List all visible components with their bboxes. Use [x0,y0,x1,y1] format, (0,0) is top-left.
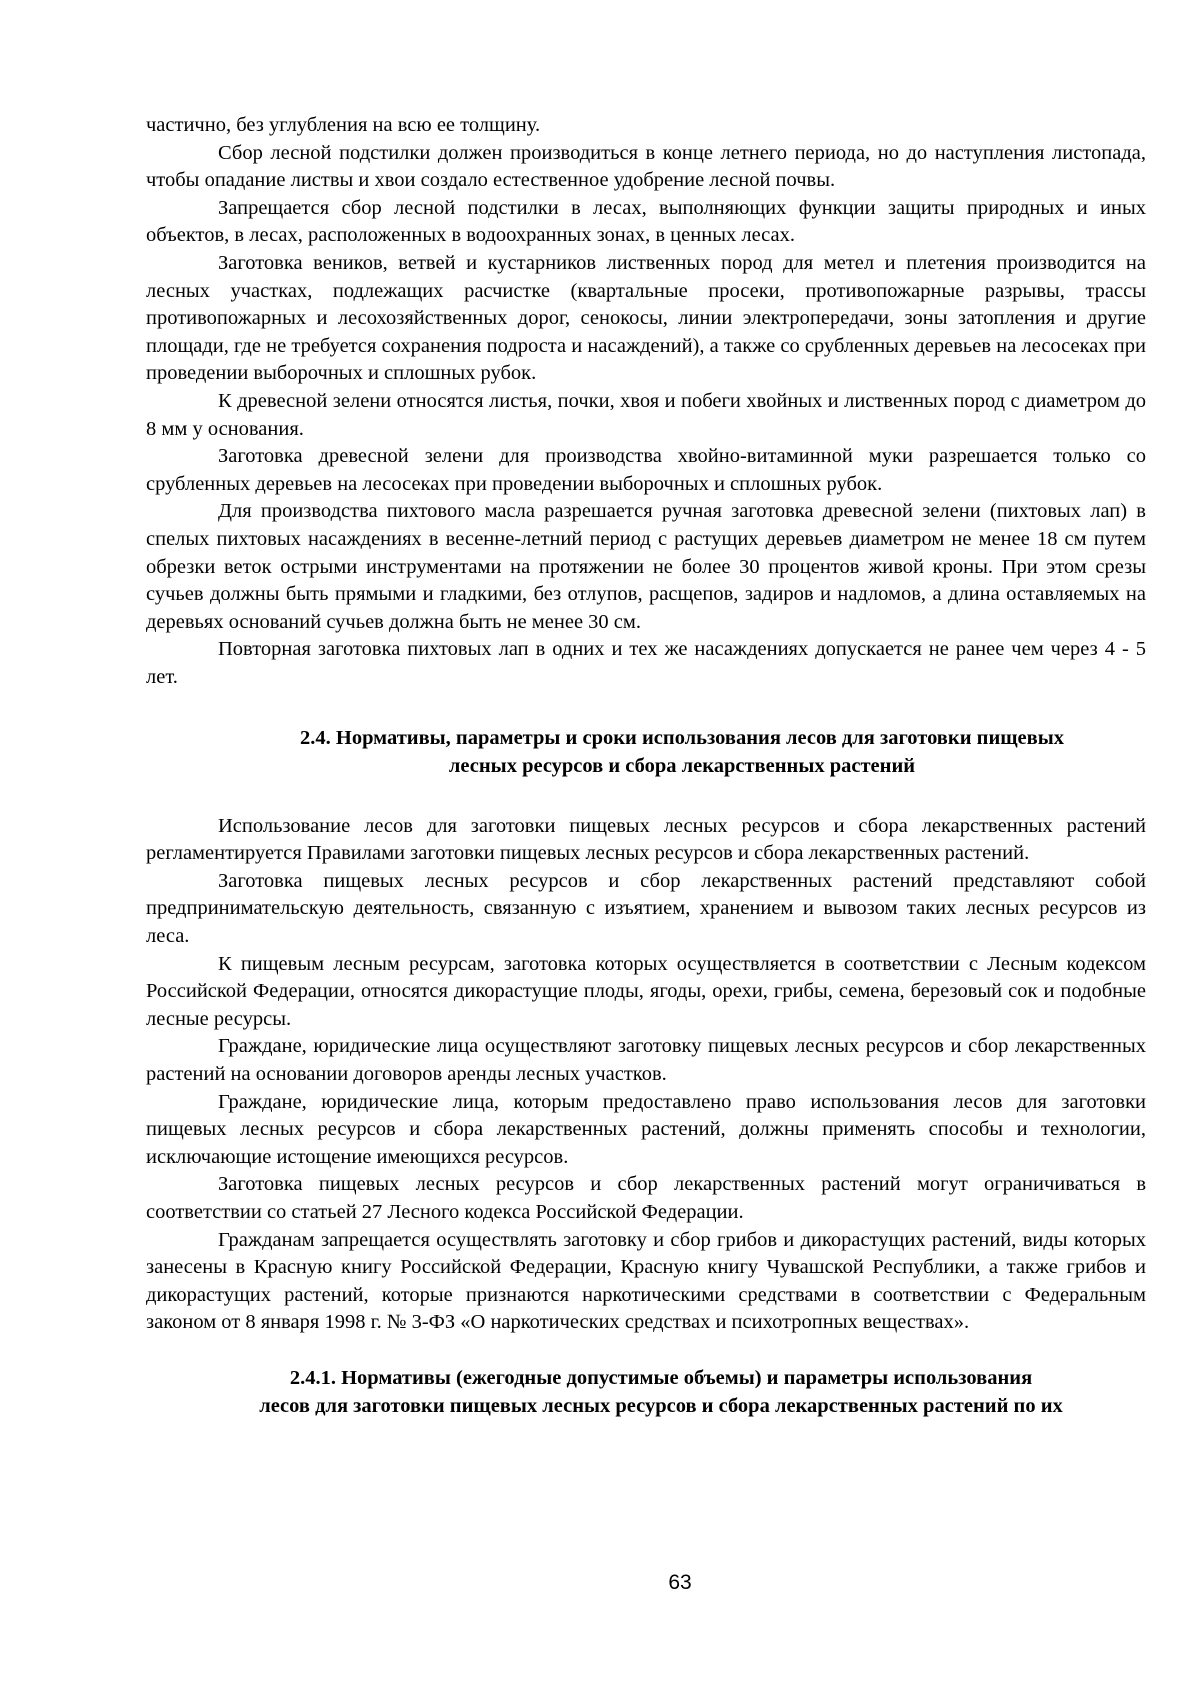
paragraph-litter-collection-timing: Сбор лесной подстилки должен производиться в конце летнего периода, но до наступления листопада, чтобы опадание листвы и хвои создало естественное удобрение лесной почвы. [146,141,1146,192]
paragraph-repeat-harvest: Повторная заготовка пихтовых лап в одних и тех же насаждениях допускается не ранее чем через 4 - 5 лет. [146,638,1146,688]
paragraph-food-resources-rules: Использование лесов для заготовки пищевых лесных ресурсов и сбора лекарственных растений регламентируется Правилами заготовки пищевых лесных ресурсов и сбора лекарственных растений. [146,814,1146,865]
paragraph-litter-collection-prohibition: Запрещается сбор лесной подстилки в лесах, выполняющих функции защиты природных и иных объектов, в лесах, расположенных в водоохранных зонах, в ценных лесах. [146,196,1146,247]
paragraph-sustainable-methods: Граждане, юридические лица, которым предоставлено право использования лесов для заготовки пищевых лесных ресурсов и сбора лекарственных растений, должны применять способы и технологии, исключающие истощение имеющихся ресурсов. [146,1090,1146,1168]
section-heading-2-4-1-line1: 2.4.1. Нормативы (ежегодные допустимые объемы) и параметры использования [289,1366,1033,1389]
section-heading-2-4-line2: лесных ресурсов и сбора лекарственных растений [448,755,916,778]
paragraph-red-book-prohibition: Гражданам запрещается осуществлять заготовку и сбор грибов и дикорастущих растений, виды которых занесены в Красную книгу Российской Федерации, Красную книгу Чувашской Республики, а также грибов и дикорастущих растений, которые признаются наркотическими средствами в соответствии с Федеральным законом от 8 января 1998 г. № 3-ФЗ «О наркотических средствах и психотропных веществах». [146,1228,1146,1334]
section-heading-2-4-1-line2: лесов для заготовки пищевых лесных ресурсов и сбора лекарственных растений по их [259,1394,1063,1417]
paragraph-fir-oil: Для производства пихтового масла разрешается ручная заготовка древесной зелени (пихтовых лап) в спелых пихтовых насаждениях в весенне-летний период с растущих деревьев диаметром не менее 18 см путем обрезки веток острыми инструментами на протяжении не более 30 процентов живой кроны. При этом срезы сучьев должны быть прямыми и гладкими, без отлупов, расщепов, задиров и надломов, а длина оставляемых на деревьях оснований сучьев должна быть не менее 30 см. [146,500,1146,633]
paragraph-lease-agreements: Граждане, юридические лица осуществляют заготовку пищевых лесных ресурсов и сбор лекарственных растений на основании договоров аренды лесных участков. [146,1035,1146,1085]
document-page [146,112,1146,1420]
section-heading-2-4-line1: 2.4. Нормативы, параметры и сроки использования лесов для заготовки пищевых [300,727,1064,750]
paragraph-continuation: частично, без углубления на всю ее толщину. [146,114,541,136]
paragraph-entrepreneurial-activity: Заготовка пищевых лесных ресурсов и сбор лекарственных растений представляют собой предпринимательскую деятельность, связанную с изъятием, хранением и вывозом таких лесных ресурсов из леса. [146,869,1146,948]
section-heading-2-4-1 [146,1365,1146,1420]
paragraph-article-27-restrictions: Заготовка пищевых лесных ресурсов и сбор лекарственных растений могут ограничиваться в соответствии со статьей 27 Лесного кодекса Российской Федерации. [146,1173,1146,1223]
page-number: 63 [668,1571,692,1594]
section-heading-2-4 [146,725,1146,780]
paragraph-wood-greens-definition: К древесной зелени относятся листья, почки, хвоя и побеги хвойных и лиственных пород с диаметром до 8 мм у основания. [146,389,1146,440]
paragraph-food-resources-definition: К пищевым лесным ресурсам, заготовка которых осуществляется в соответствии с Лесным кодексом Российской Федерации, относятся дикорастущие плоды, ягоды, орехи, грибы, семена, березовый сок и подобные лесные ресурсы. [146,952,1146,1030]
paragraph-brooms-branches-harvest: Заготовка веников, ветвей и кустарников лиственных пород для метел и плетения производится на лесных участках, подлежащих расчистке (квартальные просеки, противопожарные разрывы, трассы противопожарных и лесохозяйственных дорог, сенокосы, линии электропередачи, зоны затопления и другие площади, где не требуется сохранения подроста и насаждений), а также со срубленных деревьев на лесосеках при проведении выборочных и сплошных рубок. [146,251,1146,385]
paragraph-vitamin-flour: Заготовка древесной зелени для производства хвойно-витаминной муки разрешается только со срубленных деревьев на лесосеках при проведении выборочных и сплошных рубок. [146,445,1146,495]
